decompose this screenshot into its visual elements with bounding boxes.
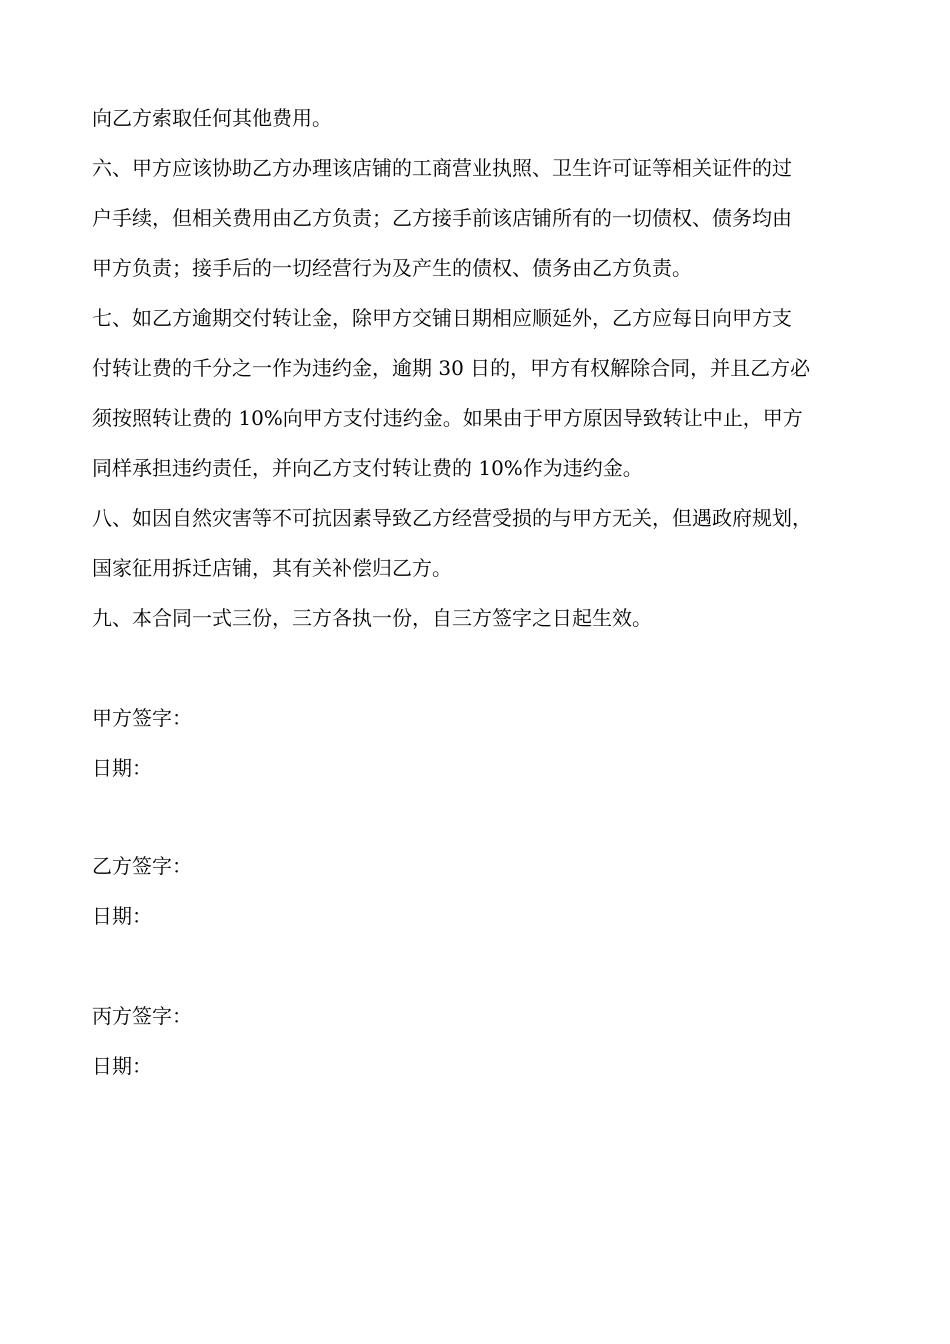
clause-six-line-2: 户手续，但相关费用由乙方负责；乙方接手前该店铺所有的一切债权、债务均由 <box>92 206 792 230</box>
party-c-signature-label: 丙方签字： <box>92 1004 192 1028</box>
clause-eight-line-1: 八、如因自然灾害等不可抗因素导致乙方经营受损的与甲方无关，但遇政府规划， <box>92 506 812 530</box>
text-line: 向乙方索取任何其他费用。 <box>92 106 332 130</box>
clause-nine-line: 九、本合同一式三份，三方各执一份，自三方签字之日起生效。 <box>92 606 652 630</box>
clause-seven-line-2: 付转让费的千分之一作为违约金，逾期 30 日的，甲方有权解除合同，并且乙方必 <box>92 356 811 380</box>
clause-seven-line-1: 七、如乙方逾期交付转让金，除甲方交铺日期相应顺延外，乙方应每日向甲方支 <box>92 306 792 330</box>
clause-six-line-1: 六、甲方应该协助乙方办理该店铺的工商营业执照、卫生许可证等相关证件的过 <box>92 156 792 180</box>
clause-seven-line-4: 同样承担违约责任，并向乙方支付转让费的 10%作为违约金。 <box>92 456 643 480</box>
party-b-date-label: 日期： <box>92 904 152 928</box>
party-a-date-label: 日期： <box>92 756 152 780</box>
clause-seven-line-3: 须按照转让费的 10%向甲方支付违约金。如果由于甲方原因导致转让中止，甲方 <box>92 406 803 430</box>
clause-six-line-3: 甲方负责；接手后的一切经营行为及产生的债权、债务由乙方负责。 <box>92 256 692 280</box>
party-c-date-label: 日期： <box>92 1054 152 1078</box>
party-a-signature-label: 甲方签字： <box>92 706 192 730</box>
clause-eight-line-2: 国家征用拆迁店铺，其有关补偿归乙方。 <box>92 556 452 580</box>
party-b-signature-label: 乙方签字： <box>92 854 192 878</box>
